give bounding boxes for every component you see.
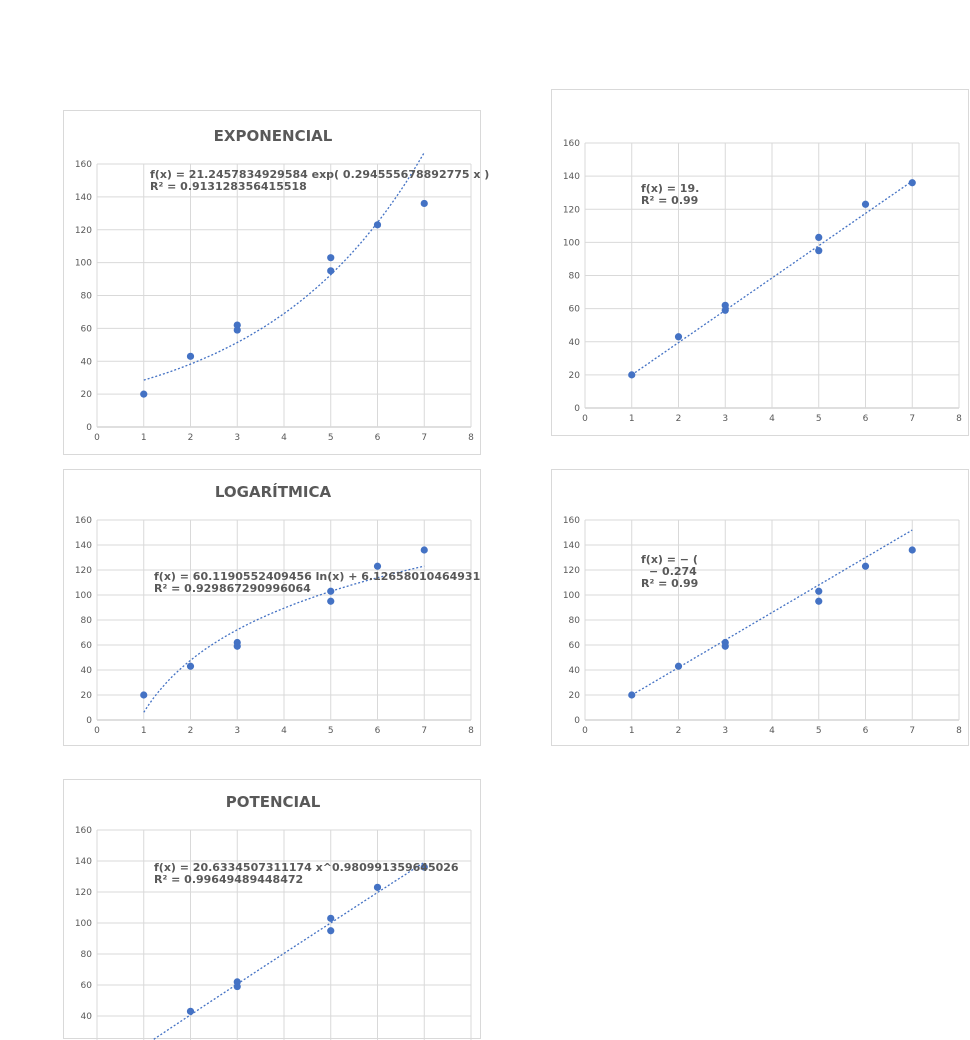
x-tick-label: 5 xyxy=(327,433,334,443)
chart-svg xyxy=(552,470,970,747)
chart-svg xyxy=(64,470,482,747)
data-point[interactable] xyxy=(234,326,241,333)
y-tick-label: 160 xyxy=(74,160,92,170)
x-tick-label: 1 xyxy=(628,726,635,736)
data-point[interactable] xyxy=(327,598,334,605)
x-tick-label: 1 xyxy=(140,726,147,736)
data-point[interactable] xyxy=(374,221,381,228)
data-point[interactable] xyxy=(327,588,334,595)
y-tick-label: 0 xyxy=(574,716,580,726)
chart-title: POTENCIAL xyxy=(225,793,321,811)
chart-svg xyxy=(552,90,970,437)
y-tick-label: 40 xyxy=(568,666,580,676)
data-point[interactable] xyxy=(909,546,916,553)
trendline-equation: − 0.274 xyxy=(649,565,697,578)
r-squared-label: R² = 0.99 xyxy=(641,577,699,590)
y-tick-label: 100 xyxy=(562,238,580,249)
y-tick-label: 20 xyxy=(80,390,92,401)
y-tick-label: 120 xyxy=(74,225,92,236)
y-tick-label: 100 xyxy=(74,591,92,601)
y-tick-label: 140 xyxy=(74,192,92,203)
x-tick-label: 3 xyxy=(722,726,729,736)
data-point[interactable] xyxy=(421,200,428,207)
x-tick-label: 7 xyxy=(909,414,916,424)
r-squared-label: R² = 0.99 xyxy=(641,194,699,207)
y-tick-label: 20 xyxy=(80,691,92,701)
data-point[interactable] xyxy=(327,927,334,934)
y-tick-label: 20 xyxy=(568,691,580,701)
x-tick-label: 2 xyxy=(675,726,682,736)
x-tick-label: 4 xyxy=(281,726,287,736)
chart-linear-partial[interactable] xyxy=(551,89,969,436)
y-tick-label: 80 xyxy=(80,616,92,626)
data-point[interactable] xyxy=(187,353,194,360)
data-point[interactable] xyxy=(187,663,194,670)
chart-title: LOGARÍTMICA xyxy=(214,483,332,501)
data-point[interactable] xyxy=(374,884,381,891)
chart-exponencial[interactable] xyxy=(63,110,490,455)
gridlines xyxy=(97,164,471,427)
trendline-equation: f(x) = 19. xyxy=(641,182,700,195)
x-tick-label: 0 xyxy=(582,726,588,736)
data-point[interactable] xyxy=(374,563,381,570)
y-tick-label: 80 xyxy=(568,271,580,282)
y-tick-label: 100 xyxy=(74,919,92,929)
y-tick-label: 40 xyxy=(80,1012,92,1022)
trendline-equation: f(x) = − ( xyxy=(641,553,698,566)
x-tick-label: 2 xyxy=(675,414,682,424)
x-tick-label: 7 xyxy=(909,726,916,736)
x-tick-label: 2 xyxy=(187,433,194,443)
y-tick-label: 100 xyxy=(74,258,92,269)
y-tick-label: 80 xyxy=(80,950,92,960)
y-tick-label: 120 xyxy=(74,566,92,576)
y-tick-label: 0 xyxy=(86,716,92,726)
chart-title: EXPONENCIAL xyxy=(213,127,333,145)
chart-svg xyxy=(64,111,490,456)
y-tick-label: 160 xyxy=(74,516,92,526)
y-tick-label: 0 xyxy=(574,404,580,414)
x-tick-label: 7 xyxy=(421,433,428,443)
x-tick-label: 5 xyxy=(815,414,822,424)
y-tick-label: 0 xyxy=(86,423,92,433)
x-tick-label: 4 xyxy=(769,414,775,424)
data-point[interactable] xyxy=(327,254,334,261)
data-point[interactable] xyxy=(675,663,682,670)
y-tick-label: 100 xyxy=(562,591,580,601)
x-tick-label: 4 xyxy=(769,726,775,736)
y-tick-label: 140 xyxy=(562,172,580,183)
r-squared-label: R² = 0.913128356415518 xyxy=(150,180,307,193)
x-tick-label: 2 xyxy=(187,726,194,736)
x-tick-label: 8 xyxy=(956,414,962,424)
data-point[interactable] xyxy=(234,643,241,650)
y-tick-label: 140 xyxy=(562,541,580,551)
gridlines xyxy=(585,520,959,720)
chart-polinomial-partial[interactable] xyxy=(551,469,969,746)
x-tick-label: 0 xyxy=(582,414,588,424)
x-tick-label: 3 xyxy=(234,726,241,736)
x-tick-label: 0 xyxy=(94,726,100,736)
data-point[interactable] xyxy=(815,247,822,254)
data-point[interactable] xyxy=(140,691,147,698)
y-tick-label: 140 xyxy=(74,541,92,551)
r-squared-label: R² = 0.929867290996064 xyxy=(154,582,311,595)
x-tick-label: 7 xyxy=(421,726,428,736)
data-point[interactable] xyxy=(815,234,822,241)
x-tick-label: 5 xyxy=(327,726,334,736)
trendline-equation: f(x) = 60.1190552409456 ln(x) + 6.12658010464931 xyxy=(154,570,481,583)
y-tick-label: 140 xyxy=(74,857,92,867)
data-point[interactable] xyxy=(675,333,682,340)
gridlines xyxy=(97,520,471,720)
x-tick-label: 4 xyxy=(281,433,287,443)
y-tick-label: 120 xyxy=(562,566,580,576)
data-point[interactable] xyxy=(815,598,822,605)
y-tick-label: 160 xyxy=(562,516,580,526)
y-tick-label: 60 xyxy=(80,981,92,991)
data-point[interactable] xyxy=(722,307,729,314)
y-tick-label: 20 xyxy=(568,370,580,381)
x-tick-label: 1 xyxy=(140,433,147,443)
data-point[interactable] xyxy=(327,915,334,922)
x-tick-label: 8 xyxy=(956,726,962,736)
x-tick-label: 8 xyxy=(468,726,474,736)
x-tick-label: 3 xyxy=(722,414,729,424)
data-point[interactable] xyxy=(815,588,822,595)
data-point[interactable] xyxy=(234,983,241,990)
trendline-equation: f(x) = 21.2457834929584 exp( 0.294555678892775 x ) xyxy=(150,168,490,181)
x-tick-label: 5 xyxy=(815,726,822,736)
x-tick-label: 6 xyxy=(374,433,381,443)
y-tick-label: 160 xyxy=(562,139,580,149)
x-tick-label: 1 xyxy=(628,414,635,424)
chart-logaritmica[interactable] xyxy=(63,469,481,746)
data-point[interactable] xyxy=(140,391,147,398)
y-tick-label: 60 xyxy=(568,641,580,651)
r-squared-label: R² = 0.99649489448472 xyxy=(154,873,304,886)
y-tick-label: 60 xyxy=(80,641,92,651)
x-tick-label: 3 xyxy=(234,433,241,443)
x-tick-label: 6 xyxy=(374,726,381,736)
data-point[interactable] xyxy=(862,563,869,570)
y-tick-label: 60 xyxy=(568,304,580,315)
y-tick-label: 80 xyxy=(80,291,92,302)
y-tick-label: 160 xyxy=(74,826,92,836)
data-point[interactable] xyxy=(421,546,428,553)
data-point[interactable] xyxy=(628,371,635,378)
chart-svg xyxy=(64,780,482,1040)
y-tick-label: 120 xyxy=(562,205,580,216)
data-point[interactable] xyxy=(187,1008,194,1015)
x-tick-label: 6 xyxy=(862,726,869,736)
y-tick-label: 40 xyxy=(80,357,92,368)
y-tick-label: 80 xyxy=(568,616,580,626)
y-tick-label: 40 xyxy=(568,337,580,348)
x-tick-label: 0 xyxy=(94,433,100,443)
chart-potencial[interactable] xyxy=(63,779,481,1039)
y-tick-label: 60 xyxy=(80,324,92,335)
y-tick-label: 120 xyxy=(74,888,92,898)
data-point[interactable] xyxy=(722,643,729,650)
y-tick-label: 40 xyxy=(80,666,92,676)
trendline-equation: f(x) = 20.6334507311174 x^0.980991359645026 xyxy=(154,861,459,874)
data-point[interactable] xyxy=(862,201,869,208)
data-point[interactable] xyxy=(628,691,635,698)
data-point[interactable] xyxy=(909,179,916,186)
x-tick-label: 6 xyxy=(862,414,869,424)
data-point[interactable] xyxy=(327,267,334,274)
x-tick-label: 8 xyxy=(468,433,474,443)
